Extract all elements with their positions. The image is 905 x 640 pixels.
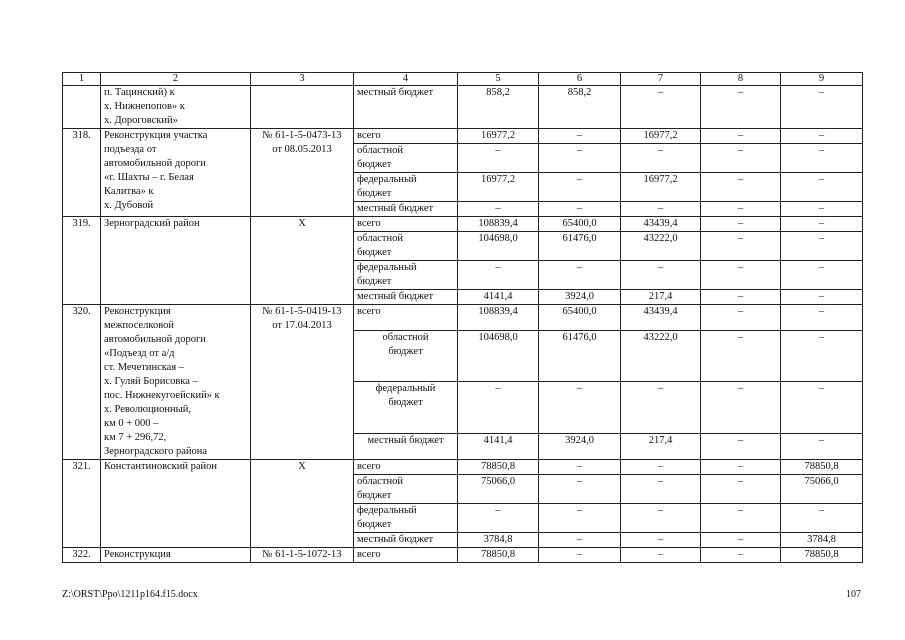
value-cell: – [539,533,621,548]
funding-source [354,305,458,331]
funding-source-line: бюджет [357,519,392,530]
funding-source-line: областной [357,145,403,156]
entry-number: 318. [63,129,101,217]
column-header: 2 [101,73,251,86]
value-cell: – [701,202,781,217]
column-header: 3 [251,73,354,86]
footer-file-path: Z:\ORST\Ppo\1211p164.f15.docx [62,589,198,600]
value-cell: – [781,173,863,202]
funding-source [354,460,458,475]
value-cell: – [539,382,621,433]
funding-source-line: бюджет [357,159,392,170]
value-cell: – [781,217,863,232]
value-cell: 75066,0 [781,475,863,504]
value-cell: 3924,0 [539,433,621,459]
entry-document-line: № 61-1-5-0419-13 [262,306,342,317]
entry-document-line: Х [298,461,306,472]
entry-name-line: п. Тацинский) к [104,87,175,98]
entry-document-line: № 61-1-5-1072-13 [262,549,342,560]
funding-source-line: всего [357,306,381,317]
entry-document-line: № 61-1-5-0473-13 [262,130,342,141]
value-cell: – [539,144,621,173]
column-header: 4 [354,73,458,86]
funding-source-line: областной [382,332,429,344]
value-cell: – [781,331,863,382]
value-cell: – [621,533,701,548]
entry-document [251,217,354,305]
value-cell: 65400,0 [539,217,621,232]
entry-name-line: км 7 + 296,72, [104,432,167,443]
value-cell: – [781,433,863,459]
table-row [63,548,863,563]
value-cell: – [781,504,863,533]
value-cell: 104698,0 [458,331,539,382]
funding-source [354,217,458,232]
value-cell: 43439,4 [621,217,701,232]
entry-name-line: Зерноградского района [104,446,208,457]
funding-source-line: местный бюджет [357,534,434,545]
value-cell: 16977,2 [621,173,701,202]
entry-name-line: автомобильной дороги [104,158,206,169]
value-cell: – [539,504,621,533]
entry-name-line: «г. Шахты – г. Белая [104,172,194,183]
value-cell: – [458,144,539,173]
funding-source-line: всего [357,549,381,560]
value-cell: – [621,144,701,173]
value-cell: 217,4 [621,290,701,305]
entry-name-line: х. Дороговский» [104,115,178,126]
funding-source [354,290,458,305]
funding-source [354,173,458,202]
value-cell: – [781,129,863,144]
value-cell: 43439,4 [621,305,701,331]
value-cell: – [458,504,539,533]
funding-source [354,504,458,533]
table-row [63,129,863,144]
value-cell: 43222,0 [621,331,701,382]
value-cell: 3784,8 [781,533,863,548]
entry-name-line: х. Нижнепопов» к [104,101,185,112]
value-cell: – [781,202,863,217]
value-cell: 858,2 [539,86,621,129]
entry-name-line: пос. Нижнекугоейский» к [104,390,220,401]
value-cell: – [701,173,781,202]
value-cell: – [781,382,863,433]
value-cell: 16977,2 [621,129,701,144]
column-header: 8 [701,73,781,86]
entry-name [101,86,251,129]
value-cell: – [621,475,701,504]
value-cell: – [781,232,863,261]
table-header-row [63,73,863,86]
value-cell: 108839,4 [458,305,539,331]
value-cell: – [539,173,621,202]
funding-source-line: федеральный [375,383,436,395]
entry-name-line: межпоселковой [104,320,174,331]
value-cell: – [621,504,701,533]
funding-source [354,232,458,261]
value-cell: – [701,261,781,290]
funding-source-line: бюджет [357,188,392,199]
value-cell: – [781,290,863,305]
column-header: 9 [781,73,863,86]
entry-name [101,460,251,548]
value-cell: – [701,305,781,331]
funding-source-line: всего [357,461,381,472]
value-cell: – [701,217,781,232]
funding-source-line: областной [357,476,403,487]
footer-page-number: 107 [846,589,861,600]
funding-source [354,548,458,563]
value-cell: 217,4 [621,433,701,459]
entry-number: 322. [63,548,101,563]
value-cell: – [701,475,781,504]
table-row [63,217,863,232]
budget-table [62,72,863,563]
entry-name-line: Реконструкция участка [104,130,208,141]
value-cell: 3784,8 [458,533,539,548]
entry-document [251,548,354,563]
value-cell: 16977,2 [458,129,539,144]
value-cell: – [458,261,539,290]
value-cell: – [621,382,701,433]
funding-source [354,382,458,433]
table-row [63,86,863,129]
value-cell: – [701,382,781,433]
value-cell: – [539,475,621,504]
value-cell: – [781,305,863,331]
entry-number: 320. [63,305,101,460]
value-cell: 108839,4 [458,217,539,232]
value-cell: 104698,0 [458,232,539,261]
funding-source-line: местный бюджет [367,434,444,446]
funding-source [354,129,458,144]
value-cell: – [701,433,781,459]
funding-source [354,261,458,290]
entry-name-line: км 0 + 000 – [104,418,159,429]
value-cell: – [781,144,863,173]
funding-source [354,433,458,459]
value-cell: 4141,4 [458,433,539,459]
value-cell: 78850,8 [781,548,863,563]
entry-name-line: «Подъезд от а/д [104,348,175,359]
value-cell: – [539,129,621,144]
value-cell: 858,2 [458,86,539,129]
value-cell: – [701,504,781,533]
value-cell: 61476,0 [539,331,621,382]
entry-name [101,548,251,563]
table-row [63,305,863,331]
value-cell: – [621,261,701,290]
value-cell: 4141,4 [458,290,539,305]
funding-source: местный бюджет [354,86,458,129]
entry-document-line: от 17.04.2013 [272,320,332,331]
funding-source-line: бюджет [357,247,392,258]
value-cell: – [701,290,781,305]
value-cell: – [701,129,781,144]
funding-source-line: местный бюджет [357,291,434,302]
value-cell: – [621,548,701,563]
value-cell: – [701,533,781,548]
entry-name-line: подъезда от [104,144,157,155]
value-cell: 61476,0 [539,232,621,261]
value-cell: – [701,144,781,173]
value-cell: – [621,202,701,217]
entry-document-line: Х [298,218,306,229]
value-cell: – [701,86,781,129]
funding-source-line: федеральный [357,262,417,273]
table-row [63,460,863,475]
funding-source [354,144,458,173]
value-cell: – [781,261,863,290]
value-cell: – [621,86,701,129]
entry-name-line: автомобильной дороги [104,334,206,345]
entry-name-line: Реконструкция [104,306,171,317]
column-header: 7 [621,73,701,86]
entry-name-line: х. Гуляй Борисовка – [104,376,198,387]
funding-source [354,533,458,548]
value-cell: – [539,460,621,475]
funding-source-line: бюджет [357,276,392,287]
funding-source-line: бюджет [357,490,392,501]
value-cell: – [701,548,781,563]
entry-document [251,86,354,129]
funding-source-line: местный бюджет [357,203,434,214]
funding-source-line: федеральный [357,505,417,516]
column-header: 6 [539,73,621,86]
value-cell: 78850,8 [458,460,539,475]
value-cell: 78850,8 [781,460,863,475]
value-cell: – [701,460,781,475]
value-cell: – [458,202,539,217]
entry-name-line: Константиновский район [104,461,218,472]
funding-source [354,331,458,382]
value-cell: 43222,0 [621,232,701,261]
funding-source [354,475,458,504]
entry-name-line: Зерноградский район [104,218,200,229]
funding-source [354,202,458,217]
entry-name [101,305,251,460]
value-cell: 78850,8 [458,548,539,563]
value-cell: – [539,548,621,563]
value-cell: – [701,232,781,261]
entry-document [251,129,354,217]
funding-source-line: бюджет [388,397,423,409]
value-cell: – [539,261,621,290]
funding-source-line: всего [357,130,381,141]
value-cell: 16977,2 [458,173,539,202]
entry-name-line: Реконструкция [104,549,171,560]
entry-name-line: ст. Мечетинская – [104,362,185,373]
entry-document [251,305,354,460]
value-cell: 3924,0 [539,290,621,305]
value-cell: – [701,331,781,382]
entry-document [251,460,354,548]
column-header: 5 [458,73,539,86]
value-cell: – [458,382,539,433]
entry-name-line: Калитва» к [104,186,154,197]
entry-document-line: от 08.05.2013 [272,144,332,155]
funding-source-line: федеральный [357,174,417,185]
entry-number: 321. [63,460,101,548]
value-cell: 75066,0 [458,475,539,504]
entry-name-line: х. Революционный, [104,404,191,415]
column-header: 1 [63,73,101,86]
value-cell: – [781,86,863,129]
entry-name [101,217,251,305]
value-cell: – [621,460,701,475]
entry-number [63,86,101,129]
funding-source-line: областной [357,233,403,244]
value-cell: 65400,0 [539,305,621,331]
entry-number: 319. [63,217,101,305]
entry-name-line: х. Дубовой [104,200,154,211]
funding-source-line: всего [357,218,381,229]
entry-name [101,129,251,217]
value-cell: – [539,202,621,217]
funding-source-line: бюджет [388,346,423,358]
